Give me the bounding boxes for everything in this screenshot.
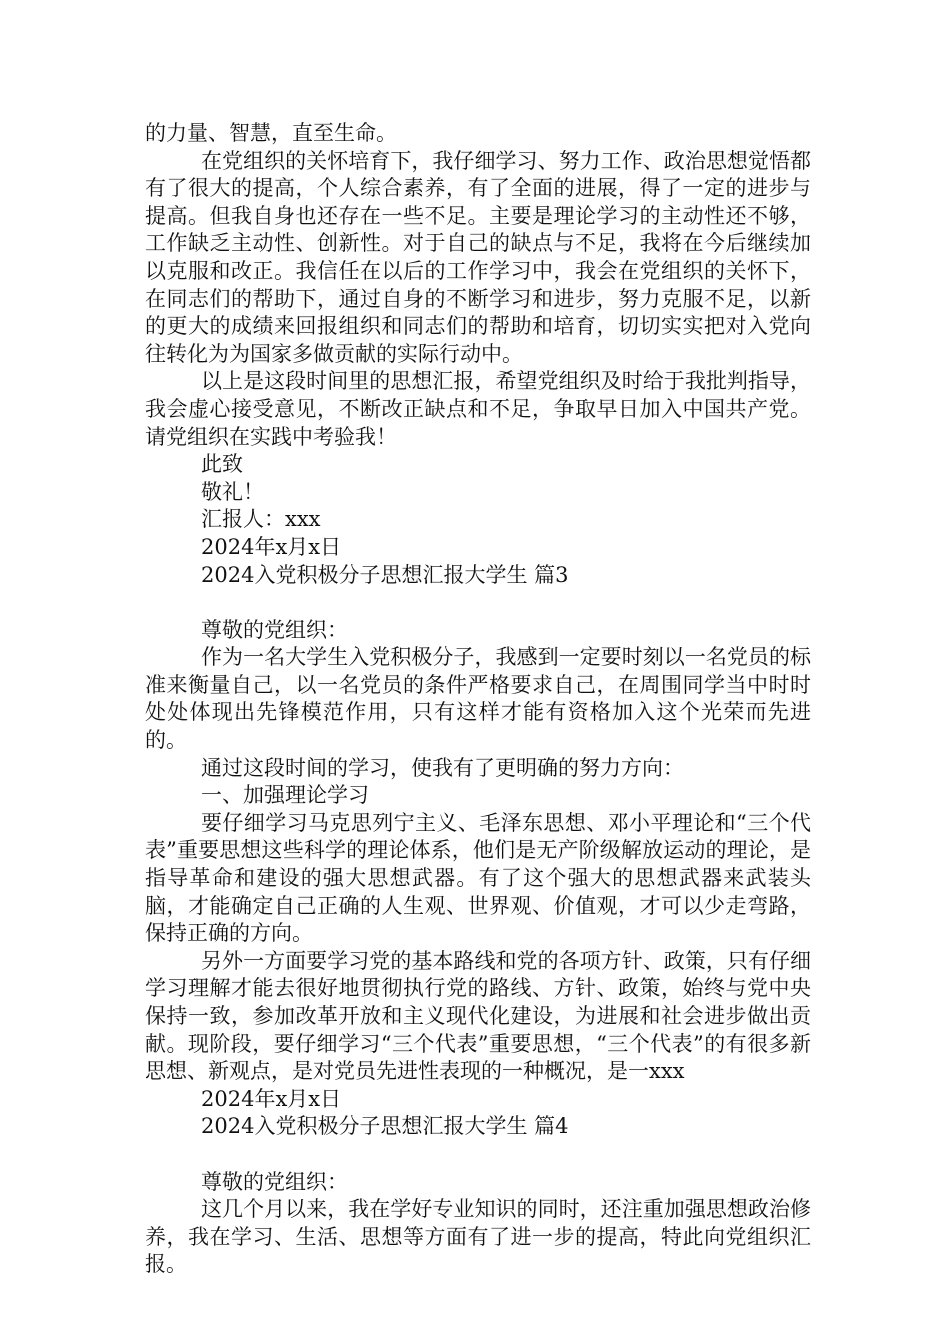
document-body [145,120,811,1279]
paragraph-intro: 作为一名大学生入党积极分子，我感到一定要时刻以一名党员的标准来衡量自己，以一名党员的条件严格要求自己，在周围同学当中时时处处体现出先锋模范作用，只有这样才能有资格加入这个光荣而先进的。 [145,645,811,753]
closing-salutation: 此致 [201,452,243,477]
reporter-signature: 汇报人：xxx [201,507,321,532]
paragraph-conclusion: 以上是这段时间里的思想汇报，希望党组织及时给于我批判指导，我会虚心接受意见，不断改正缺点和不足，争取早日加入中国共产党。请党组织在实践中考验我！ [145,369,811,449]
section-title-4: 2024入党积极分子思想汇报大学生 篇4 [201,1114,569,1139]
paragraph-continuation: 的力量、智慧，直至生命。 [145,121,397,145]
closing-regards: 敬礼！ [201,479,264,504]
paragraph-party-line: 另外一方面要学习党的基本路线和党的各项方针、政策，只有仔细学习理解才能去很好地贯彻执行党的路线、方针、政策，始终与党中央保持一致，参加改革开放和主义现代化建设，为进展和社会进步做出贡献。现阶段，要仔细学习“三个代表”重要思想，“三个代表”的有很多新思想、新观点，是对党员先进性表现的一种概况，是一xxx [145,948,811,1084]
paragraph-direction: 通过这段时间的学习，使我有了更明确的努力方向： [201,755,684,780]
paragraph-progress: 在党组织的关怀培育下，我仔细学习、努力工作、政治思想觉悟都有了很大的提高，个人综合素养，有了全面的进展，得了一定的进步与提高。但我自身也还存在一些不足。主要是理论学习的主动性还不够，工作缺乏主动性、创新性。对于自己的缺点与不足，我将在今后继续加以克服和改正。我信任在以后的工作学习中，我会在党组织的关怀下，在同志们的帮助下，通过自身的不断学习和进步，努力克服不足，以新的更大的成绩来回报组织和同志们的帮助和培育，切切实实把对入党向往转化为为国家多做贡献的实际行动中。 [145,148,811,366]
greeting: 尊敬的党组织： [201,617,348,642]
paragraph-theory: 要仔细学习马克思列宁主义、毛泽东思想、邓小平理论和“三个代表”重要思想这些科学的理论体系，他们是无产阶级解放运动的理论，是指导革命和建设的强大思想武器。有了这个强大的思想武器来武装头脑，才能确定自己正确的人生观、世界观、价值观，才可以少走弯路，保持正确的方向。 [145,810,811,946]
section-title-3: 2024入党积极分子思想汇报大学生 篇3 [201,562,569,587]
blank-line [145,1141,811,1169]
paragraph-report-4: 这几个月以来，我在学好专业知识的同时，还注重加强思想政治修养，我在学习、生活、思想等方面有了进一步的提高，特此向党组织汇报。 [145,1197,811,1277]
blank-line [145,589,811,617]
greeting: 尊敬的党组织： [201,1169,348,1194]
heading-theory-study: 一、加强理论学习 [201,783,369,808]
report-date: 2024年x月x日 [201,534,342,559]
report-date: 2024年x月x日 [201,1086,342,1111]
